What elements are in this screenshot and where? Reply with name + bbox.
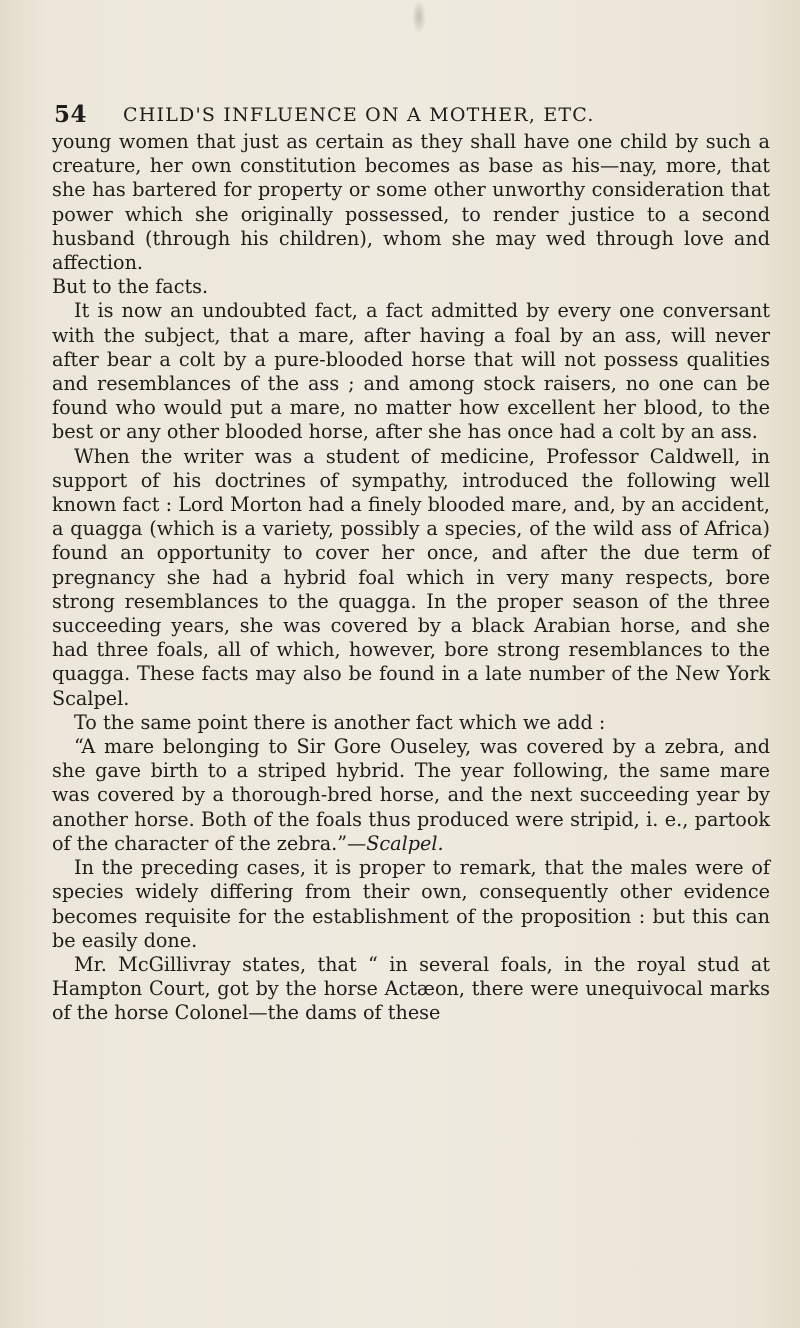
running-head: CHILD'S INFLUENCE ON A MOTHER, ETC. <box>123 104 595 126</box>
page-number: 54 <box>54 101 88 128</box>
paragraph-mcgillivray: Mr. McGillivray states, that “ in several foals, in the royal stud at Hampton Court, got by the horse Actæon, there were unequivocal marks of the horse Colonel—the dams of these <box>52 952 770 1025</box>
paragraph-facts-intro: But to the facts. <box>52 275 209 299</box>
zebra-quote-text: “A mare belonging to Sir Gore Ouseley, was covered by a zebra, and she gave birth to a striped hybrid. The year following, the same mare was covered by a thorough-bred horse, and the next succeeding year by another horse. Both of the foals thus produced were stripid, i. e., partook of the character of the zebra.”— <box>52 735 770 855</box>
quote-source: Scalpel. <box>366 831 444 855</box>
paragraph-same-point: To the same point there is another fact which we add : <box>74 710 606 734</box>
paragraph-zebra-quote <box>52 735 770 856</box>
paragraph-continuation: young women that just as certain as they shall have one child by such a creature, her own constitution becomes as base as his—nay, more, that she has bartered for property or some other unworthy consideration that power which she originally possessed, to render justice to a second husband (through his children), whom she may wed through love and affection. <box>52 130 770 275</box>
page-header <box>52 98 772 132</box>
paragraph-remark: In the preceding cases, it is proper to remark, that the males were of species widely differing from their own, consequently other evidence becomes requisite for the establishment of the proposition : but this can be easily done. <box>52 856 770 952</box>
page-fold-mark <box>412 0 426 34</box>
body-text <box>52 130 770 1026</box>
paragraph-quagga: When the writer was a student of medicine, Professor Caldwell, in support of his doctrines of sympathy, introduced the following well known fact : Lord Morton had a finely blooded mare, and, by an accident, a quagga (which is a variety, possibly a species, of the wild ass of Africa) found an opportunity to cover her once, and after the due term of pregnancy she had a hybrid foal which in very many respects, bore strong resemblances to the quagga. In the proper season of the three succeeding years, she was covered by a black Arabian horse, and she had three foals, all of which, however, bore strong resemblances to the quagga. These facts may also be found in a late number of the New York Scalpel. <box>52 444 770 710</box>
paragraph-mare-ass: It is now an undoubted fact, a fact admitted by every one conversant with the subject, that a mare, after having a foal by an ass, will never after bear a colt by a pure-blooded horse that will not possess qualities and resemblances of the ass ; and among stock raisers, no one can be found who would put a mare, no matter how excellent her blood, to the best or any other blooded horse, after she has once had a colt by an ass. <box>52 299 770 444</box>
